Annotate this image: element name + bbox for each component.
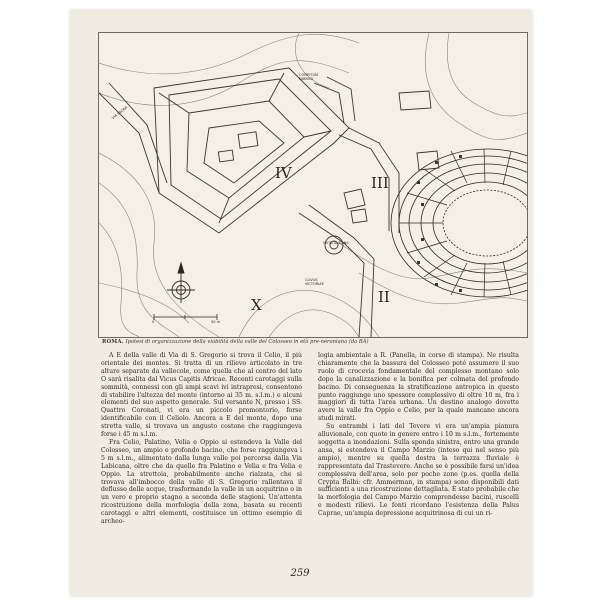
- caption-title: ROMA.: [102, 339, 124, 345]
- paragraph: Su entrambi i lati del Tevere vi era un'ampia pianura alluvionale, con quote in genere entro i 10 m s.l.m., fortemente soggetta a inondazioni. Sulla sponda sinistra, entro una grande ansa, si estendeva il Campo Marzio (inteso qui nel senso più ampio), mentre su quella destra la terrazza fluviale è rappresentata dal Trastevere. Anche se è possibile farsi un'idea complessiva dell'area, solo per poche zone (p.es. quella della Crypta Balbi: cfr. Ammerman, in stampa) sono disponibili dati sufficienti a una ricostruzione dettagliata. È stato probabile che la morfologia del Campo Marzio comprendesse bacini, ruscelli e modesti rilievi. Le fonti ricordano l'esistenza della Palus Caprae, un'ampia depressione acquitrinosa di cui un ri-: [318, 423, 519, 518]
- page-number: 259: [290, 568, 310, 579]
- meta-sudans-label: META SUDANS: [323, 241, 349, 245]
- caption-text: Ipotesi di organizzazione della viabilità della valle del Colosseo in età pre-neroniana (da BA): [125, 339, 369, 345]
- scale-zero-label: 0: [152, 320, 155, 324]
- clivus-label: CLIVUS VICTORIAE: [305, 278, 324, 286]
- scale-end-label: 50 m: [211, 320, 220, 324]
- region-iii-label: III: [371, 174, 389, 192]
- text-column-right: [318, 352, 519, 518]
- scale-bar: [154, 314, 217, 320]
- north-arrow-icon: [167, 263, 195, 303]
- region-ii-label: II: [378, 288, 390, 306]
- paragraph: Fra Celio, Palatino, Velia e Oppio si estendeva la Valle del Colosseo, un ampio e profondo bacino, che forse raggiungeva i 5 m s.l.m., alimentato dalla lunga valle poi percorsa dalla Via Labicana, oltre che da quelle fra Palatino e Velia e fra Velia e Oppio. La strettoia, probabilmente anche rialzata, che si trovava all'imbocco della valle di S. Gregorio rallentava il deflusso delle acque, trasformando la valle in un acquitrino o in un vero e proprio stagno a seconda delle stagioni. Un'attenta ricostruzione della morfologia della zona, basata su recenti carotaggi e altri elementi, costituisce un ottimo esempio di archeo-: [101, 438, 302, 526]
- compitum-label: COMPITUM FABRICII: [299, 73, 319, 81]
- paragraph: logia ambientale a R. (Panella, in corso di stampa). Ne risulta chiaramente che la bassura del Colosseo poté assumere il suo ruolo di crocevia fondamentale del complesso montano solo dopo la canalizzazione e la bonifica per colmata del profondo bacino. Di conseguenza la stratificazione antropica in questo punto raggiunge uno spessore complessivo di oltre 10 m, fra i maggiori di tutta l'area urbana. Un destino analogo dovette avere la valle fra Oppio e Celio, per la quale mancano ancora studi mirati.: [318, 352, 519, 423]
- road-label: VIA SACRA: [111, 105, 129, 121]
- region-x-label: X: [251, 296, 262, 314]
- text-column-left: [101, 352, 302, 526]
- figure-caption: [102, 339, 522, 346]
- paragraph: A E della valle di Via di S. Gregorio si trova il Celio, il più orientale dei montes. Si tratta di un rilievo articolato in tre alture separate da vallecole, come quella che al centro del lato O sarà risalita dal Vicus Capitis Africae. Recenti carotaggi sulla sommità, connessi con gli ampi scavi ivi intrapresi, consentono di stabilire l'altezza del monte (intorno ai 35 m. s.l.m.) e alcuni elementi del suo aspetto generale. Sul versante N, presso i SS. Quattro Coronati, vi era un piccolo promontorio, forse identificabile con il Celiolo. Ancora a E del monte, dopo una stretta valle, si trovava un angusto costone che raggiungeva forse i 45 m s.l.m.: [101, 352, 302, 439]
- region-iv-label: IV: [275, 164, 292, 182]
- map-figure: [98, 32, 528, 338]
